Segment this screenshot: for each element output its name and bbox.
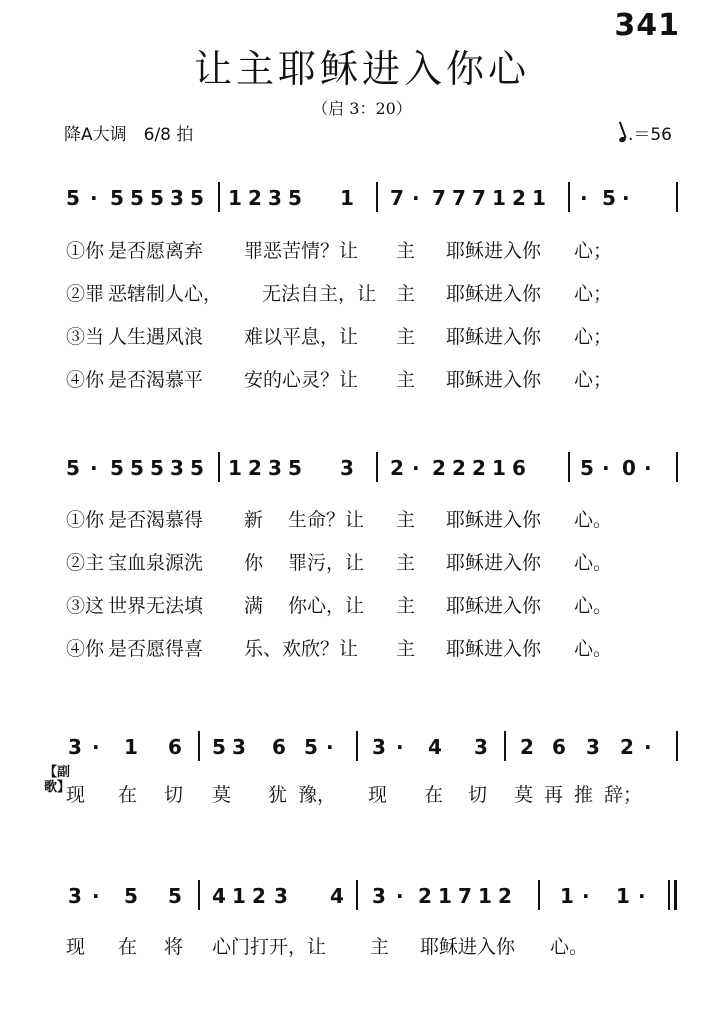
note: 2	[252, 884, 266, 908]
note: 3	[68, 884, 82, 908]
lyric-segment: 心；	[574, 283, 613, 305]
lyric-segment: 心；	[574, 240, 613, 262]
note: ·	[92, 884, 100, 908]
note: 3	[268, 456, 282, 480]
note: 3	[372, 735, 386, 759]
note: 5	[602, 186, 616, 210]
lyric-segment: 是否愿得喜	[108, 638, 204, 660]
note: 1	[560, 884, 574, 908]
note: 5	[190, 456, 204, 480]
note: ·	[580, 186, 588, 210]
note: ·	[92, 735, 100, 759]
lyric-segment: ①你	[66, 240, 105, 262]
barline	[198, 731, 200, 761]
note: 3	[232, 735, 246, 759]
note: ·	[622, 186, 630, 210]
lyric-segment: 罪污，让	[288, 552, 365, 574]
lyric-segment: 是否渴慕得	[108, 509, 204, 531]
lyric-segment: 主	[370, 936, 390, 958]
note: 2	[248, 186, 262, 210]
lyric-segment: ②主	[66, 552, 105, 574]
lyric-segment: 主	[396, 552, 416, 574]
lyric-segment: 世界无法填	[108, 595, 204, 617]
lyric-segment: 心。	[574, 552, 613, 574]
lyric-segment: 人生遇风浪	[108, 326, 204, 348]
lyric-segment: ③当	[66, 326, 105, 348]
note: ·	[582, 884, 590, 908]
note: 7	[452, 186, 466, 210]
barline	[568, 182, 570, 212]
lyric-segment: 主	[396, 595, 416, 617]
tempo-marking	[619, 120, 672, 145]
lyric-segment: 莫	[212, 784, 232, 806]
note: 6	[168, 735, 182, 759]
note: 3	[372, 884, 386, 908]
note: ·	[90, 456, 98, 480]
barline	[538, 880, 540, 910]
lyric-segment: 现	[368, 784, 388, 806]
lyric-segment: 主	[396, 509, 416, 531]
note: 1	[616, 884, 630, 908]
barline	[676, 452, 678, 482]
note: 5	[190, 186, 204, 210]
lyric-segment: 主	[396, 326, 416, 348]
note: 5	[66, 456, 80, 480]
barline	[218, 182, 220, 212]
notation-line-4	[60, 884, 680, 918]
note: 2	[620, 735, 634, 759]
note: 2	[248, 456, 262, 480]
lyric-segment: 心；	[574, 326, 613, 348]
lyric-segment: 难以平息，让	[244, 326, 359, 348]
lyric-segment: 犹	[268, 784, 288, 806]
notation-line-3	[60, 735, 680, 769]
note: 2	[452, 456, 466, 480]
lyric-segment: 恶辖制人心，	[108, 283, 223, 305]
note: ·	[638, 884, 646, 908]
lyric-segment: 耶稣进入你	[446, 638, 542, 660]
lyric-segment: 心；	[574, 369, 613, 391]
note: 4	[212, 884, 226, 908]
note: 5	[580, 456, 594, 480]
lyric-segment: 现	[66, 936, 86, 958]
lyric-segment: 满	[244, 595, 264, 617]
lyric-segment: 再	[544, 784, 564, 806]
lyric-segment: 主	[396, 240, 416, 262]
lyric-segment: 主	[396, 369, 416, 391]
note: 3	[274, 884, 288, 908]
lyric-segment: 耶稣进入你	[446, 509, 542, 531]
lyric-segment: 推	[574, 784, 594, 806]
lyric-segment: 在	[424, 784, 444, 806]
final-barline-thick	[674, 880, 677, 910]
lyric-segment: ①你	[66, 509, 105, 531]
note: 0	[622, 456, 636, 480]
note: 5	[130, 186, 144, 210]
note: 2	[520, 735, 534, 759]
note: ·	[602, 456, 610, 480]
note: 5	[212, 735, 226, 759]
note: 2	[512, 186, 526, 210]
lyric-segment: 在	[118, 784, 138, 806]
lyric-segment: ③这	[66, 595, 105, 617]
lyric-segment: 你心，让	[288, 595, 365, 617]
note: 5	[66, 186, 80, 210]
hymn-number: 341	[614, 8, 680, 43]
lyric-segment: 耶稣进入你	[420, 936, 516, 958]
note: 5	[130, 456, 144, 480]
note: ·	[90, 186, 98, 210]
lyric-segment: 心。	[574, 509, 613, 531]
lyric-segment: 主	[396, 283, 416, 305]
note: 5	[288, 186, 302, 210]
note: 7	[432, 186, 446, 210]
barline	[568, 452, 570, 482]
note: 3	[68, 735, 82, 759]
note: 6	[512, 456, 526, 480]
lyric-segment: 新	[244, 509, 264, 531]
note: 6	[272, 735, 286, 759]
barline	[218, 452, 220, 482]
note: 3	[586, 735, 600, 759]
note: 5	[168, 884, 182, 908]
note: 3	[170, 186, 184, 210]
note: 7	[458, 884, 472, 908]
lyric-segment: ④你	[66, 369, 105, 391]
lyric-segment: 宝血泉源洗	[108, 552, 204, 574]
note: 1	[532, 186, 546, 210]
note: ·	[326, 735, 334, 759]
tempo-value: .＝56	[627, 125, 672, 145]
lyric-segment: 你	[244, 552, 264, 574]
lyric-segment: 心。	[550, 936, 589, 958]
note: ·	[412, 186, 420, 210]
lyric-segment: 耶稣进入你	[446, 240, 542, 262]
note: 1	[228, 186, 242, 210]
lyric-segment: 无法自主，让	[262, 283, 377, 305]
note: 3	[268, 186, 282, 210]
barline	[356, 731, 358, 761]
lyric-segment: 乐、欢欣？让	[244, 638, 359, 660]
note: 1	[492, 456, 506, 480]
lyric-segment: 在	[118, 936, 138, 958]
lyric-segment: 切	[468, 784, 488, 806]
lyric-segment: ②罪	[66, 283, 105, 305]
note: 5	[110, 186, 124, 210]
barline	[198, 880, 200, 910]
lyric-segment: 现	[66, 784, 86, 806]
lyric-segment: 耶稣进入你	[446, 595, 542, 617]
note: 4	[428, 735, 442, 759]
lyric-segment: 是否愿离弃	[108, 240, 204, 262]
note: 5	[150, 186, 164, 210]
lyric-segment: 心门打开，让	[212, 936, 327, 958]
note: 3	[170, 456, 184, 480]
key-and-time-signature: 降A大调 6/8 拍	[64, 125, 194, 145]
scripture-reference: （启 3：20）	[312, 99, 412, 118]
lyric-segment: 主	[396, 638, 416, 660]
barline	[376, 452, 378, 482]
note: 6	[552, 735, 566, 759]
note: 1	[228, 456, 242, 480]
lyric-segment: 心。	[574, 595, 613, 617]
note: 4	[330, 884, 344, 908]
chorus-label: 【副歌】	[44, 765, 71, 795]
lyric-segment: 耶稣进入你	[446, 552, 542, 574]
note: 2	[418, 884, 432, 908]
note: 1	[438, 884, 452, 908]
lyric-segment: 生命？让	[288, 509, 365, 531]
note: 3	[474, 735, 488, 759]
barline	[676, 182, 678, 212]
note: 2	[390, 456, 404, 480]
barline	[676, 731, 678, 761]
final-barline-thin	[668, 880, 670, 910]
note: 7	[472, 186, 486, 210]
note: 1	[492, 186, 506, 210]
note: 1	[124, 735, 138, 759]
note: ·	[396, 735, 404, 759]
barline	[504, 731, 506, 761]
note: 2	[472, 456, 486, 480]
note: 5	[304, 735, 318, 759]
lyric-segment: 是否渴慕平	[108, 369, 204, 391]
note: 3	[340, 456, 354, 480]
notation-line-1	[60, 186, 680, 220]
barline	[376, 182, 378, 212]
note: ·	[396, 884, 404, 908]
lyric-segment: 耶稣进入你	[446, 283, 542, 305]
hymn-title: 让主耶稣进入你心	[193, 47, 530, 91]
notation-line-2	[60, 456, 680, 490]
lyric-segment: 耶稣进入你	[446, 369, 542, 391]
note: ·	[412, 456, 420, 480]
lyric-segment: 切	[164, 784, 184, 806]
barline	[356, 880, 358, 910]
note: ·	[644, 456, 652, 480]
note: 2	[432, 456, 446, 480]
quarter-note-icon	[618, 136, 626, 143]
lyric-segment: 莫	[514, 784, 534, 806]
lyric-segment: 辞；	[604, 784, 643, 806]
lyric-segment: 豫，	[298, 784, 337, 806]
note: 5	[150, 456, 164, 480]
lyric-segment: 耶稣进入你	[446, 326, 542, 348]
note: 1	[340, 186, 354, 210]
lyric-segment: ④你	[66, 638, 105, 660]
lyric-segment: 将	[164, 936, 184, 958]
lyric-segment: 罪恶苦情？让	[244, 240, 359, 262]
lyric-segment: 心。	[574, 638, 613, 660]
note: 1	[478, 884, 492, 908]
note: 1	[232, 884, 246, 908]
note: 7	[390, 186, 404, 210]
note: 5	[110, 456, 124, 480]
note: ·	[644, 735, 652, 759]
lyric-segment: 安的心灵？让	[244, 369, 359, 391]
note: 5	[288, 456, 302, 480]
note: 5	[124, 884, 138, 908]
note: 2	[498, 884, 512, 908]
